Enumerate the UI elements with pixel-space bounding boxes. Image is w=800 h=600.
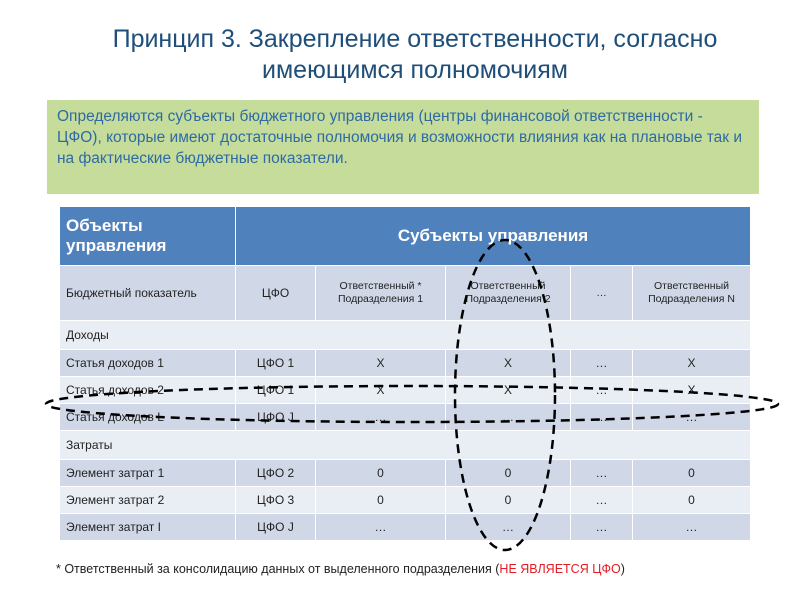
table-row [60,350,751,377]
row-cell: 0 [316,460,446,487]
table-row [60,460,751,487]
row-name: Статья доходов L [60,404,236,431]
row-cell: X [633,377,751,404]
row-cell: 0 [446,487,571,514]
row-cell: … [571,350,633,377]
row-name: Элемент затрат 2 [60,487,236,514]
subheader-resp-1: Ответственный * Подразделения 1 [316,266,446,321]
row-cell: … [316,404,446,431]
subheader-budget-indicator: Бюджетный показатель [60,266,236,321]
row-cell: X [316,350,446,377]
row-cell: … [571,487,633,514]
row-cell: … [571,514,633,541]
row-cell: … [446,514,571,541]
title-line-2: имеющимся полномочиям [262,56,568,84]
title-line-1: Принцип 3. Закрепление ответственности, согласно [112,25,718,53]
row-name: Статья доходов 2 [60,377,236,404]
row-cell: … [316,514,446,541]
row-cfo: ЦФО 3 [236,487,316,514]
section-label: Доходы [60,321,751,350]
row-cell: … [571,377,633,404]
subheader-resp-2: Ответственный Подразделения 2 [446,266,571,321]
row-cell: 0 [446,460,571,487]
row-cell: X [446,350,571,377]
row-cell: 0 [633,487,751,514]
table-row [60,404,751,431]
header-subjects: Субъекты управления [236,207,751,266]
row-cell: … [633,514,751,541]
row-name: Элемент затрат 1 [60,460,236,487]
principle-description: Определяются субъекты бюджетного управления (центры финансовой ответственности - ЦФО), которые имеют достаточные полномочия и возможности влияния как на плановые так и на фактические бюджетные показатели. [47,100,759,194]
page-title [30,24,800,86]
row-cell: 0 [633,460,751,487]
subheader-cfo: ЦФО [236,266,316,321]
row-cfo: ЦФО 2 [236,460,316,487]
row-cell: X [633,350,751,377]
row-name: Статья доходов 1 [60,350,236,377]
table-row [60,487,751,514]
subheader-resp-n: Ответственный Подразделения N [633,266,751,321]
row-cell: … [633,404,751,431]
section-row-expense [60,431,751,460]
row-cell: X [446,377,571,404]
row-cell: … [571,404,633,431]
header-objects: Объекты управления [60,207,236,266]
section-label: Затраты [60,431,751,460]
footnote-end: ) [620,562,625,576]
row-cell: 0 [316,487,446,514]
subheader-ellipsis: … [571,266,633,321]
responsibility-table [59,206,751,541]
footnote [56,561,756,578]
footnote-text: * Ответственный за консолидацию данных от выделенного подразделения ( [56,562,500,576]
table-row [60,377,751,404]
row-name: Элемент затрат I [60,514,236,541]
table-subheader-row [60,266,751,321]
row-cell: … [446,404,571,431]
row-cfo: ЦФО 1 [236,377,316,404]
table-row [60,514,751,541]
row-cell: … [571,460,633,487]
row-cfo: ЦФО J [236,404,316,431]
row-cfo: ЦФО 1 [236,350,316,377]
row-cell: X [316,377,446,404]
row-cfo: ЦФО J [236,514,316,541]
footnote-highlight: НЕ ЯВЛЯЕТСЯ ЦФО [499,562,621,576]
section-row-income [60,321,751,350]
table-header-row [60,207,751,266]
